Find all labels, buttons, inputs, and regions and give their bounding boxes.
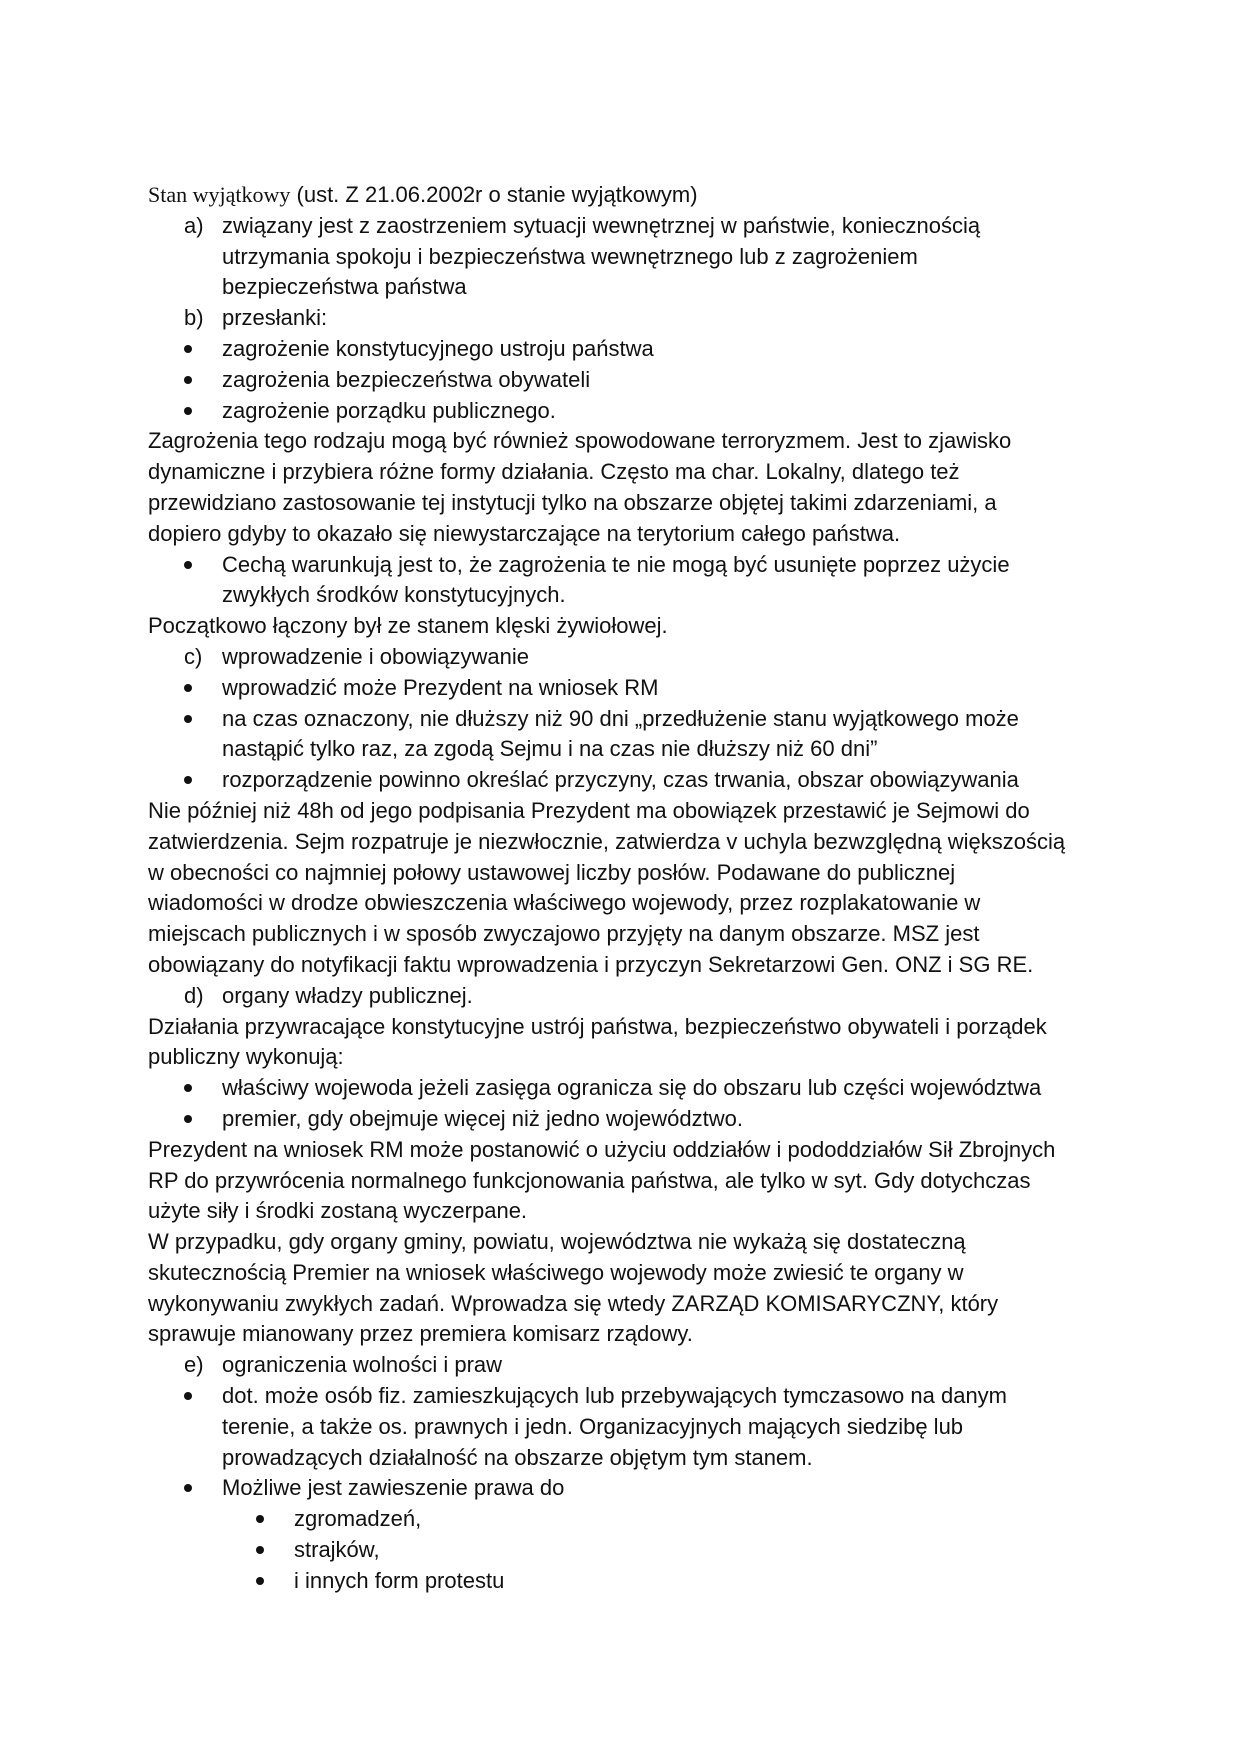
title-prefix: Stan wyjątkowy: [148, 182, 291, 207]
paragraph-line: zatwierdzenia. Sejm rozpatruje je niezwłocznie, zatwierdza v uchyla bezwzględną większością: [148, 828, 1066, 854]
list-item-line: zgromadzeń,: [294, 1506, 422, 1532]
paragraph-line: dopiero gdyby to okazało się niewystarczające na terytorium całego państwa.: [148, 520, 901, 546]
bullet-list-item: [148, 1073, 1098, 1104]
list-item-line: związany jest z zaostrzeniem sytuacji wewnętrznej w państwie, koniecznością: [222, 212, 981, 238]
list-item-line: premier, gdy obejmuje więcej niż jedno województwo.: [222, 1105, 743, 1131]
bullet-list-item: [148, 396, 1098, 427]
list-marker: d): [184, 982, 204, 1008]
bullet-icon: [184, 396, 192, 415]
lettered-list-item: [148, 642, 1098, 673]
lettered-list-item: [148, 981, 1098, 1012]
paragraph-line: Zagrożenia tego rodzaju mogą być również spowodowane terroryzmem. Jest to zjawisko: [148, 428, 1012, 454]
bullet-dot-icon: [184, 376, 192, 384]
bullet-list-item: [148, 1504, 1098, 1535]
lettered-list-item: [148, 303, 1098, 334]
paragraph: [148, 611, 1098, 642]
list-item-line: prowadzących działalność na obszarze objętym tym stanem.: [222, 1444, 813, 1470]
document-title: [148, 180, 1098, 211]
bullet-dot-icon: [256, 1515, 264, 1523]
list-item-line: wprowadzić może Prezydent na wniosek RM: [222, 674, 659, 700]
list-marker: e): [184, 1352, 204, 1378]
bullet-list-item: [148, 673, 1098, 704]
paragraph-line: Prezydent na wniosek RM może postanowić o użyciu oddziałów i pododdziałów Sił Zbrojnych: [148, 1136, 1056, 1162]
list-item-line: na czas oznaczony, nie dłuższy niż 90 dni „przedłużenie stanu wyjątkowego może: [222, 705, 1019, 731]
bullet-icon: [184, 673, 192, 692]
list-item-line: strajków,: [294, 1537, 380, 1563]
list-item-line: terenie, a także os. prawnych i jedn. Organizacyjnych mających siedzibę lub: [222, 1413, 964, 1439]
bullet-dot-icon: [184, 776, 192, 784]
bullet-list-item: [148, 1566, 1098, 1597]
paragraph-line: wykonywaniu zwykłych zadań. Wprowadza się wtedy ZARZĄD KOMISARYCZNY, który: [148, 1290, 999, 1316]
paragraph-line: w obecności co najmniej połowy ustawowej liczby posłów. Podawane do publicznej: [148, 859, 956, 885]
list-item-line: i innych form protestu: [294, 1567, 505, 1593]
paragraph-line: sprawuje mianowany przez premiera komisarz rządowy.: [148, 1321, 693, 1347]
bullet-icon: [184, 1073, 192, 1092]
list-item-line: przesłanki:: [222, 305, 328, 331]
paragraph-line: dynamiczne i przybiera różne formy działania. Często ma char. Lokalny, dlatego też: [148, 459, 960, 485]
bullet-icon: [256, 1535, 264, 1554]
bullet-icon: [184, 765, 192, 784]
bullet-icon: [184, 704, 192, 723]
paragraph-line: RP do przywrócenia normalnego funkcjonowania państwa, ale tylko w syt. Gdy dotychczas: [148, 1167, 1031, 1193]
lettered-list-item: [148, 211, 1098, 303]
paragraph-line: W przypadku, gdy organy gminy, powiatu, województwa nie wykażą się dostateczną: [148, 1229, 966, 1255]
list-item-line: zwykłych środków konstytucyjnych.: [222, 582, 566, 608]
bullet-icon: [184, 365, 192, 384]
paragraph-line: przewidziano zastosowanie tej instytucji tylko na obszarze objętej takimi zdarzeniami, a: [148, 489, 997, 515]
bullet-list-item: [148, 1473, 1098, 1504]
bullet-dot-icon: [184, 407, 192, 415]
list-marker: b): [184, 305, 204, 331]
bullet-list-item: [148, 365, 1098, 396]
bullet-dot-icon: [184, 715, 192, 723]
bullet-list-item: [148, 704, 1098, 766]
bullet-list-item: [148, 1381, 1098, 1473]
bullet-list-item: [148, 765, 1098, 796]
paragraph: [148, 1012, 1098, 1074]
document-body: [148, 180, 1098, 1597]
list-item-line: organy władzy publicznej.: [222, 982, 473, 1008]
list-item-line: Możliwe jest zawieszenie prawa do: [222, 1475, 565, 1501]
bullet-list-item: [148, 550, 1098, 612]
paragraph-line: publiczny wykonują:: [148, 1044, 344, 1070]
bullet-dot-icon: [184, 684, 192, 692]
list-item-line: właściwy wojewoda jeżeli zasięga ogranicza się do obszaru lub części województwa: [222, 1075, 1042, 1101]
list-item-line: wprowadzenie i obowiązywanie: [222, 643, 529, 669]
bullet-list-item: [148, 1535, 1098, 1566]
title-suffix: (ust. Z 21.06.2002r o stanie wyjątkowym): [290, 182, 698, 207]
list-item-line: zagrożenia bezpieczeństwa obywateli: [222, 366, 591, 392]
bullet-list-item: [148, 1104, 1098, 1135]
list-item-line: rozporządzenie powinno określać przyczyny, czas trwania, obszar obowiązywania: [222, 767, 1019, 793]
list-item-line: dot. może osób fiz. zamieszkujących lub przebywających tymczasowo na danym: [222, 1383, 1008, 1409]
list-marker: c): [184, 643, 203, 669]
paragraph: [148, 1227, 1098, 1350]
bullet-icon: [256, 1566, 264, 1585]
list-item-line: zagrożenie porządku publicznego.: [222, 397, 556, 423]
bullet-dot-icon: [256, 1577, 264, 1585]
paragraph-line: Nie później niż 48h od jego podpisania Prezydent ma obowiązek przestawić je Sejmowi do: [148, 797, 1030, 823]
paragraph-line: użyte siły i środki zostaną wyczerpane.: [148, 1198, 528, 1224]
paragraph-line: obowiązany do notyfikacji faktu wprowadzenia i przyczyn Sekretarzowi Gen. ONZ i SG RE.: [148, 951, 1034, 977]
paragraph-line: miejscach publicznych i w sposób zwyczajowo przyjęty na danym obszarze. MSZ jest: [148, 921, 980, 947]
bullet-icon: [184, 1104, 192, 1123]
bullet-dot-icon: [184, 1392, 192, 1400]
bullet-icon: [184, 550, 192, 569]
bullet-dot-icon: [256, 1546, 264, 1554]
paragraph-line: skutecznością Premier na wniosek właściwego wojewody może zwiesić te organy w: [148, 1259, 964, 1285]
bullet-dot-icon: [184, 561, 192, 569]
list-item-line: zagrożenie konstytucyjnego ustroju państwa: [222, 335, 654, 361]
paragraph-line: Działania przywracające konstytucyjne ustrój państwa, bezpieczeństwo obywateli i porządek: [148, 1013, 1047, 1039]
bullet-icon: [256, 1504, 264, 1523]
paragraph: [148, 426, 1098, 549]
list-item-line: Cechą warunkują jest to, że zagrożenia te nie mogą być usunięte poprzez użycie: [222, 551, 1010, 577]
bullet-icon: [184, 1473, 192, 1492]
list-item-line: utrzymania spokoju i bezpieczeństwa wewnętrznego lub z zagrożeniem: [222, 243, 918, 269]
bullet-list-item: [148, 334, 1098, 365]
paragraph: [148, 1135, 1098, 1227]
bullet-dot-icon: [184, 345, 192, 353]
bullet-icon: [184, 334, 192, 353]
list-item-line: nastąpić tylko raz, za zgodą Sejmu i na czas nie dłuższy niż 60 dni”: [222, 736, 878, 762]
paragraph: [148, 796, 1098, 981]
lettered-list-item: [148, 1350, 1098, 1381]
paragraph-line: Początkowo łączony był ze stanem klęski żywiołowej.: [148, 613, 668, 639]
list-item-line: ograniczenia wolności i praw: [222, 1352, 503, 1378]
paragraph-line: wiadomości w drodze obwieszczenia właściwego wojewody, przez rozplakatowanie w: [148, 890, 981, 916]
bullet-dot-icon: [184, 1115, 192, 1123]
bullet-dot-icon: [184, 1484, 192, 1492]
list-item-line: bezpieczeństwa państwa: [222, 274, 467, 300]
bullet-icon: [184, 1381, 192, 1400]
bullet-dot-icon: [184, 1084, 192, 1092]
list-marker: a): [184, 212, 204, 238]
